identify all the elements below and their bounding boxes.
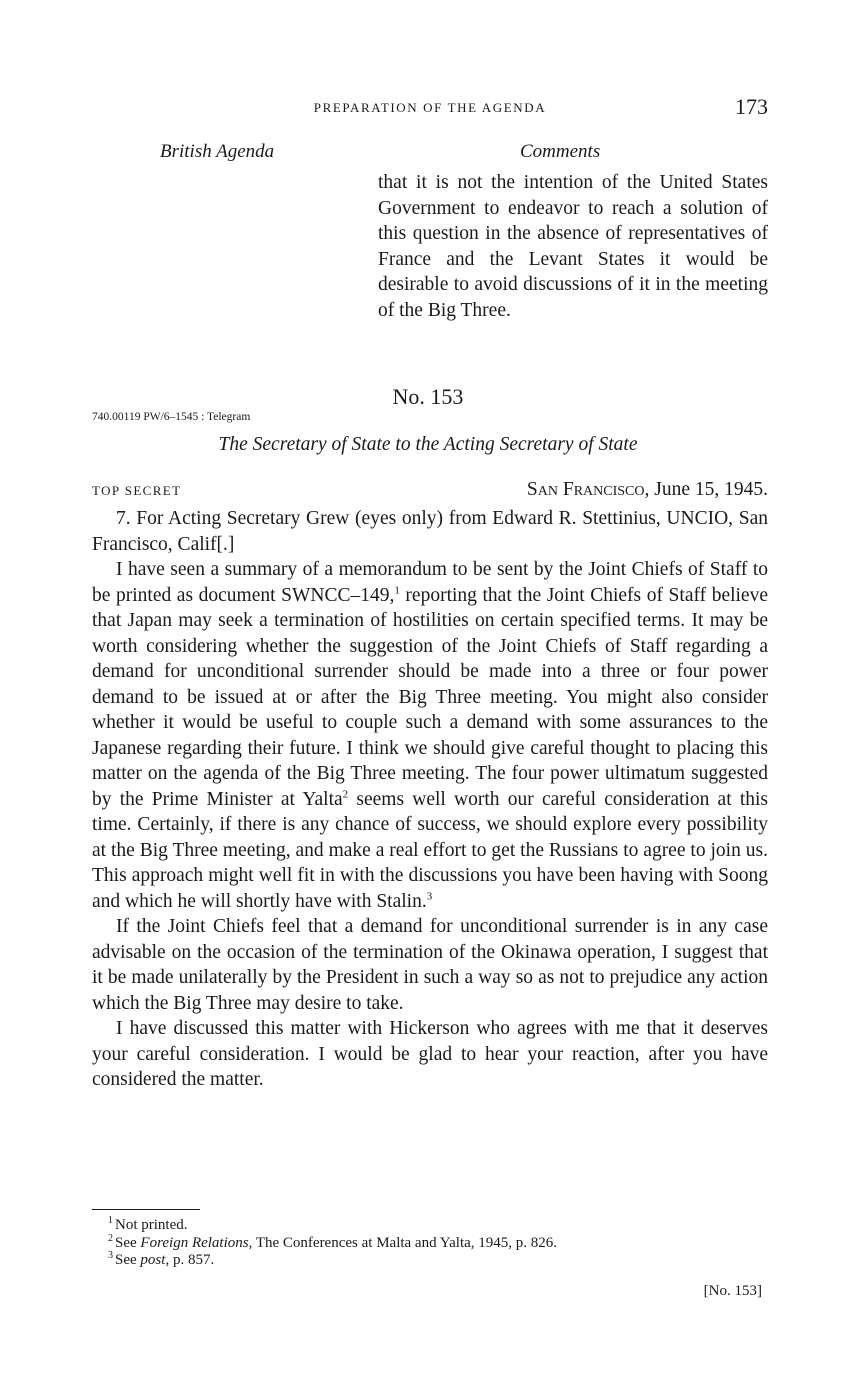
footnote-text: , p. 857.	[165, 1252, 215, 1268]
footnote-text: See	[115, 1234, 141, 1251]
british-agenda-heading: British Agenda	[160, 141, 275, 162]
document-reference: [No. 153]	[703, 1283, 762, 1299]
paragraph: If the Joint Chiefs feel that a demand for unconditional surrender is in any case advisable on the occasion of the termination of the Okinawa operation, I suggest that it be made unilaterally by the President in such a way so as not to prejudice any action which the Big Three may desire to take.	[92, 916, 768, 1014]
place-date	[527, 479, 768, 501]
footnote-ref-1: 1	[394, 584, 400, 596]
footnote-2	[92, 1232, 768, 1253]
footnote-mark: 1	[108, 1215, 113, 1226]
comments-text: that it is not the intention of the United States Government to endeavor to reach a solution of this question in the absence of representatives of France and the Levant States it would be desirable to avoid discussions of it in the meeting of the Big Three.	[378, 172, 768, 321]
file-reference: 740.00119 PW/6–1545 : Telegram	[92, 411, 251, 423]
paragraph: I have discussed this matter with Hickerson who agrees with me that it deserves your careful consideration. I would be glad to hear your reaction, after you have considered the matter.	[92, 1018, 768, 1090]
paragraph-text: seems well worth our careful consideration at this time. Certainly, if there is any chance of success, we should explore every possibility at the Big Three meeting, and make a real effort to get the Russians to agree to join us. This approach might well fit in with the discussions you have been having with Soong and which he will shortly have with Stalin.	[92, 788, 768, 912]
footnotes	[92, 1217, 768, 1270]
paragraph-text: reporting that the Joint Chiefs of Staff believe that Japan may seek a termination of hostilities on certain specified terms. It may be worth considering whether the suggestion of the Joint Chiefs of Staff regarding a demand for unconditional surrender should be made into a three or four power demand to be issued at or after the Big Three meeting. You might also consider whether it would be useful to couple such a demand with some assurances to the Japanese regarding their future. I think we should give careful thought to placing this matter on the agenda of the Big Three meeting. The four power ultimatum suggested by the Prime Minister at Yalta	[92, 584, 768, 810]
page-number: 173	[735, 94, 768, 119]
column-headings	[0, 141, 856, 169]
classification: TOP SECRET	[92, 483, 182, 498]
footnote-ref-2: 2	[342, 788, 349, 800]
footnote-text: See	[115, 1252, 141, 1268]
paragraph-text: I have seen a summary of a memorandum to be sent by the Joint Chiefs of Staff to be printed as document SWNCC–149,	[92, 559, 768, 606]
paragraph	[92, 557, 768, 914]
comments-heading: Comments	[520, 141, 601, 162]
place-city: San Francisco	[526, 479, 645, 500]
footnote-mark: 3	[108, 1250, 113, 1261]
footnote-rule	[92, 1209, 200, 1210]
footnote-ref-3: 3	[426, 890, 433, 902]
document-number: No. 153	[392, 384, 464, 409]
running-title: PREPARATION OF THE AGENDA	[313, 100, 547, 115]
footnote-3	[92, 1252, 768, 1270]
footnote-mark: 2	[108, 1232, 113, 1244]
footnote-text: Not printed.	[115, 1217, 188, 1233]
telegram-body	[92, 506, 768, 1093]
footnote-text: , The Conferences at Malta and Yalta, 1945, p. 826.	[248, 1234, 558, 1251]
footnote-italic: post	[140, 1252, 166, 1268]
paragraph: 7. For Acting Secretary Grew (eyes only) from Edward R. Stettinius, UNCIO, San Francisco, Calif[.]	[92, 508, 768, 555]
classification-line	[92, 479, 768, 505]
footnote-italic: Foreign Relations	[140, 1234, 249, 1251]
document-title: The Secretary of State to the Acting Secretary of State	[218, 434, 638, 455]
date: , June 15, 1945.	[644, 479, 768, 500]
running-head	[92, 94, 768, 124]
footnote-1	[92, 1217, 768, 1235]
